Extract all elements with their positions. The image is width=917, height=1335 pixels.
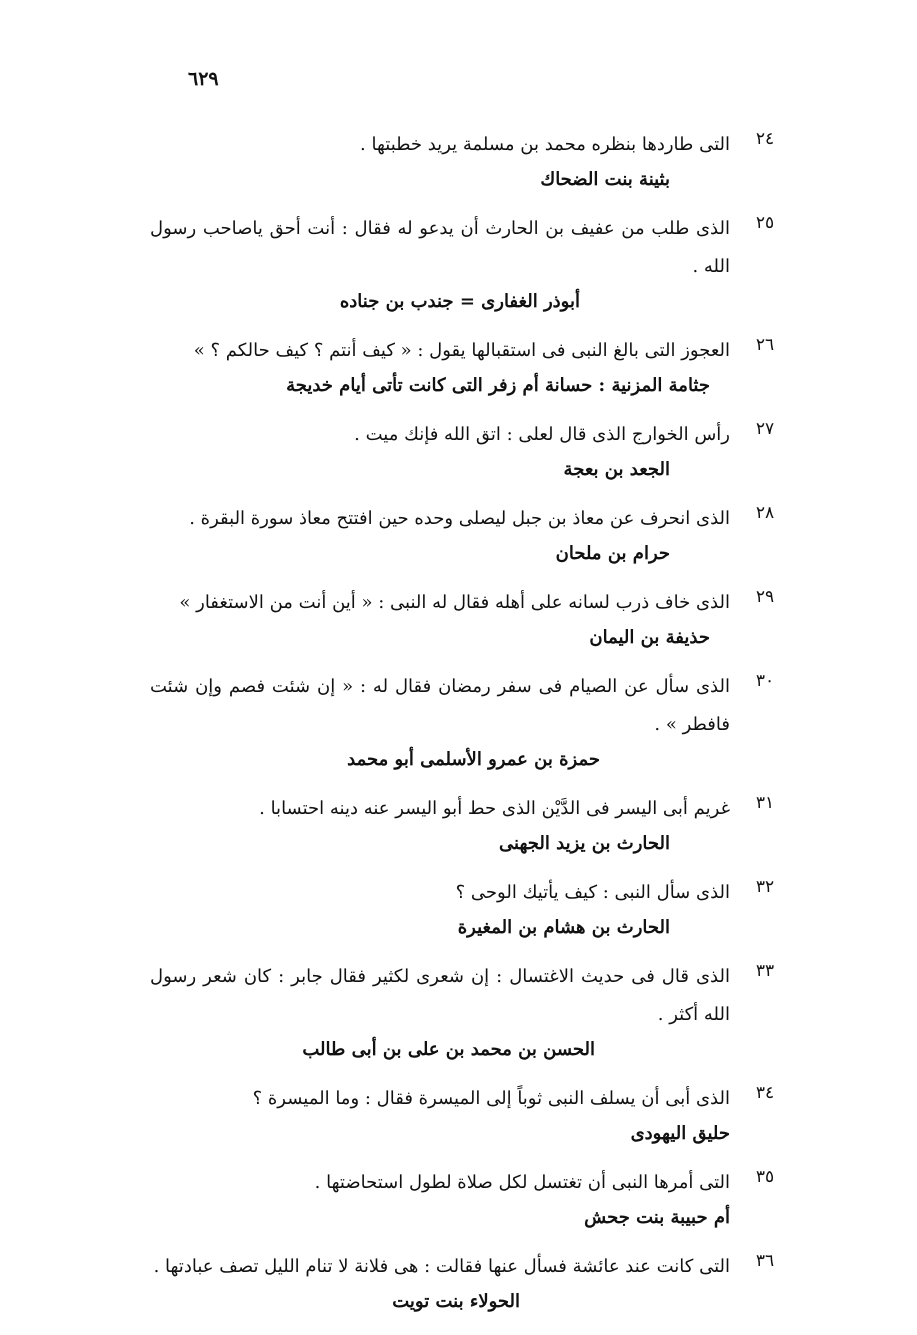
entry-24: [150, 126, 795, 196]
entry-text: الذى طلب من عفيف بن الحارث أن يدعو له فقال : أنت أحق ياصاحب رسول الله .: [150, 218, 730, 277]
entry-number: ٢٨: [755, 503, 775, 523]
entry-number: ٣٤: [755, 1083, 775, 1103]
entry-text: العجوز التى بالغ النبى فى استقبالها يقول : « كيف أنتم ؟ كيف حالكم ؟ »: [193, 340, 730, 361]
entry-number: ٢٦: [755, 335, 775, 355]
entry-name: الجعد بن بعجة: [563, 459, 670, 480]
entries-list: [150, 126, 795, 1332]
entry-name: جثامة المزنية : حسانة أم زفر التى كانت تأتى أيام خديجة: [286, 375, 710, 396]
entry-text: الذى انحرف عن معاذ بن جبل ليصلى وحده حين افتتح معاذ سورة البقرة .: [189, 508, 730, 529]
entry-36: [150, 1248, 795, 1318]
entry-name: الحولاء بنت تويت: [392, 1291, 520, 1312]
entry-text: التى طاردها بنظره محمد بن مسلمة يريد خطبتها .: [360, 134, 730, 155]
entry-name: حرام بن ملحان: [555, 543, 670, 564]
entry-name: الحارث بن يزيد الجهنى: [499, 833, 670, 854]
entry-26: [150, 332, 795, 402]
entry-number: ٣٥: [755, 1167, 775, 1187]
entry-28: [150, 500, 795, 570]
entry-number: ٣٠: [755, 671, 775, 691]
entry-name: أم حبيبة بنت جحش: [584, 1207, 730, 1228]
entry-text: التى أمرها النبى أن تغتسل لكل صلاة لطول استحاضتها .: [314, 1172, 730, 1193]
entry-35: [150, 1164, 795, 1234]
entry-name: الحارث بن هشام بن المغيرة: [457, 917, 670, 938]
entry-31: [150, 790, 795, 860]
entry-33: [150, 958, 795, 1066]
entry-27: [150, 416, 795, 486]
entry-number: ٢٥: [755, 213, 775, 233]
entry-29: [150, 584, 795, 654]
entry-30: [150, 668, 795, 776]
entry-text: التى كانت عند عائشة فسأل عنها فقالت : هى فلانة لا تنام الليل تصف عبادتها .: [153, 1256, 730, 1277]
entry-number: ٢٧: [755, 419, 775, 439]
entry-text: الذى سأل النبى : كيف يأتيك الوحى ؟: [455, 882, 730, 903]
entry-number: ٣٢: [755, 877, 775, 897]
entry-name: حليق اليهودى: [630, 1123, 730, 1144]
entry-text: الذى أبى أن يسلف النبى ثوباً إلى الميسرة فقال : وما الميسرة ؟: [252, 1088, 730, 1109]
entry-text: الذى سأل عن الصيام فى سفر رمضان فقال له : « إن شئت فصم وإن شئت فافطر » .: [150, 676, 730, 735]
entry-name: الحسن بن محمد بن على بن أبى طالب: [302, 1039, 595, 1060]
entry-number: ٣١: [755, 793, 775, 813]
entry-34: [150, 1080, 795, 1150]
entry-text: الذى خاف ذرب لسانه على أهله فقال له النبى : « أين أنت من الاستغفار »: [179, 592, 730, 613]
entry-name: حذيفة بن اليمان: [589, 627, 710, 648]
entry-number: ٣٣: [755, 961, 775, 981]
entry-text: رأس الخوارج الذى قال لعلى : اتق الله فإنك ميت .: [354, 424, 730, 445]
entry-text: غريم أبى اليسر فى الدَّيْن الذى حط أبو اليسر عنه دينه احتسابا .: [259, 798, 730, 819]
entry-32: [150, 874, 795, 944]
entry-25: [150, 210, 795, 318]
page-number: ٦٢٩: [188, 68, 219, 90]
entry-number: ٢٤: [755, 129, 775, 149]
entry-text: الذى قال فى حديث الاغتسال : إن شعرى لكثير فقال جابر : كان شعر رسول الله أكثر .: [150, 966, 730, 1025]
entry-name: أبوذر الغفارى = جندب بن جناده: [339, 291, 580, 312]
entry-number: ٣٦: [755, 1251, 775, 1271]
entry-number: ٢٩: [755, 587, 775, 607]
entry-name: بثينة بنت الضحاك: [540, 169, 670, 190]
entry-name: حمزة بن عمرو الأسلمى أبو محمد: [347, 749, 600, 770]
